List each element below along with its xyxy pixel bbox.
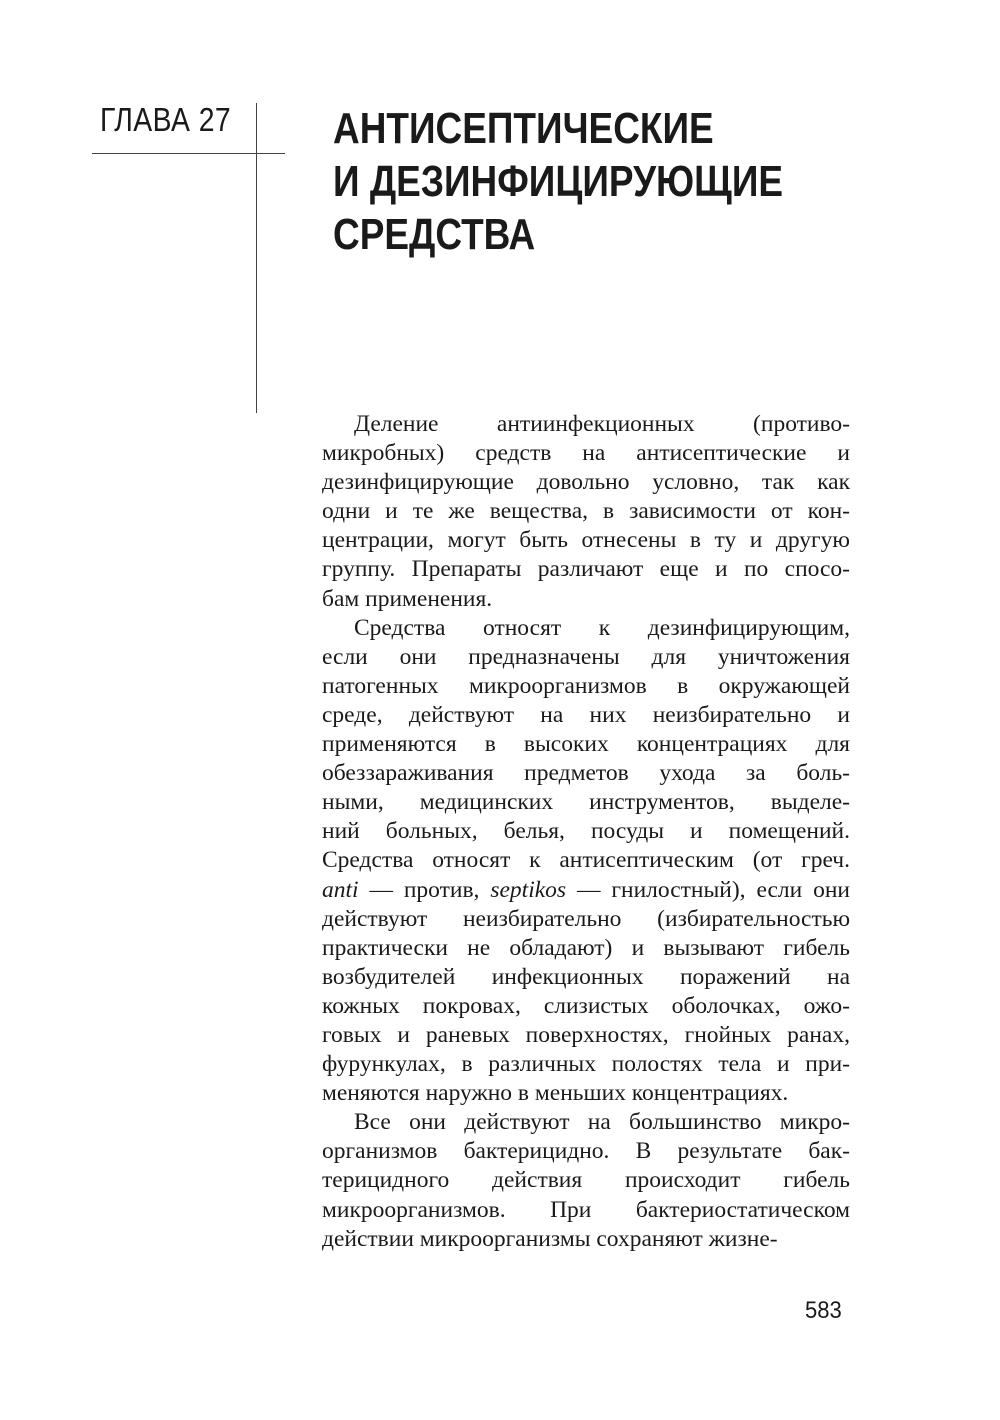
text-line: организмов бактерицидно. В результате бак- [322,1138,850,1165]
text-line: группу. Препараты различают еще и по спосо- [322,556,850,583]
paragraph-1 [322,410,850,614]
paragraph-2 [322,614,850,1109]
text-line: ными, медицинских инструментов, выделе- [322,789,850,816]
paragraph-3 [322,1108,850,1253]
text-line: Средства относят к антисептическим (от греч. [322,847,850,874]
text-line: если они предназначены для уничтожения [322,643,850,670]
text-line: возбудителей инфекционных поражений на [322,963,850,990]
chapter-title-line: СРЕДСТВА [333,210,536,259]
text-line: применяются в высоких концентрациях для [322,731,850,758]
term-septikos: septikos [490,876,567,903]
chapter-title-line: И ДЕЗИНФИЦИРУЮЩИЕ [333,157,784,206]
text-line: среде, действуют на них неизбирательно и [322,701,850,728]
term-anti: anti [322,876,359,903]
text-line: практически не обладают) и вызывают гибель [322,934,850,961]
chapter-label: ГЛАВА 27 [100,101,232,138]
text-line: терицидного действия происходит гибель [322,1167,850,1194]
text-line: действии микроорганизмы сохраняют жизне- [322,1225,778,1252]
text-line: говых и раневых поверхностях, гнойных ранах, [322,1021,850,1048]
text-line: Деление антиинфекционных (противо- [354,411,850,437]
text-line: кожных покровах, слизистых оболочках, ожо- [322,992,850,1019]
vertical-rule [256,103,257,413]
text-line: бам применения. [322,585,493,612]
text-fragment: — гнилостный), если они [566,876,850,903]
text-line: микроорганизмов. При бактериостатическом [322,1196,850,1223]
text-line: патогенных микроорганизмов в окружающей [322,672,850,699]
text-line [322,876,850,905]
text-line: обеззараживания предметов ухода за боль- [322,760,850,787]
text-line: Все они действуют на большинство микро- [354,1109,850,1136]
text-line: Средства относят к дезинфицирующим, [354,614,850,641]
text-line: центрации, могут быть отнесены в ту и другую [322,527,850,554]
text-line: одни и те же вещества, в зависимости от кон- [322,498,850,525]
body-text [322,410,850,1254]
page-number: 583 [805,1297,842,1324]
text-line: действуют неизбирательно (избирательностью [322,905,850,932]
chapter-title [333,102,783,261]
text-line: дезинфицирующие довольно условно, так как [322,469,850,496]
text-line: меняются наружно в меньших концентрациях. [322,1080,789,1107]
text-line: фурункулах, в различных полостях тела и при- [322,1051,850,1078]
text-line: микробных) средств на антисептические и [322,440,850,467]
chapter-title-line: АНТИСЕПТИЧЕСКИЕ [333,104,714,153]
text-line: ний больных, белья, посуды и помещений. [322,818,850,845]
text-fragment: — против, [358,876,491,903]
